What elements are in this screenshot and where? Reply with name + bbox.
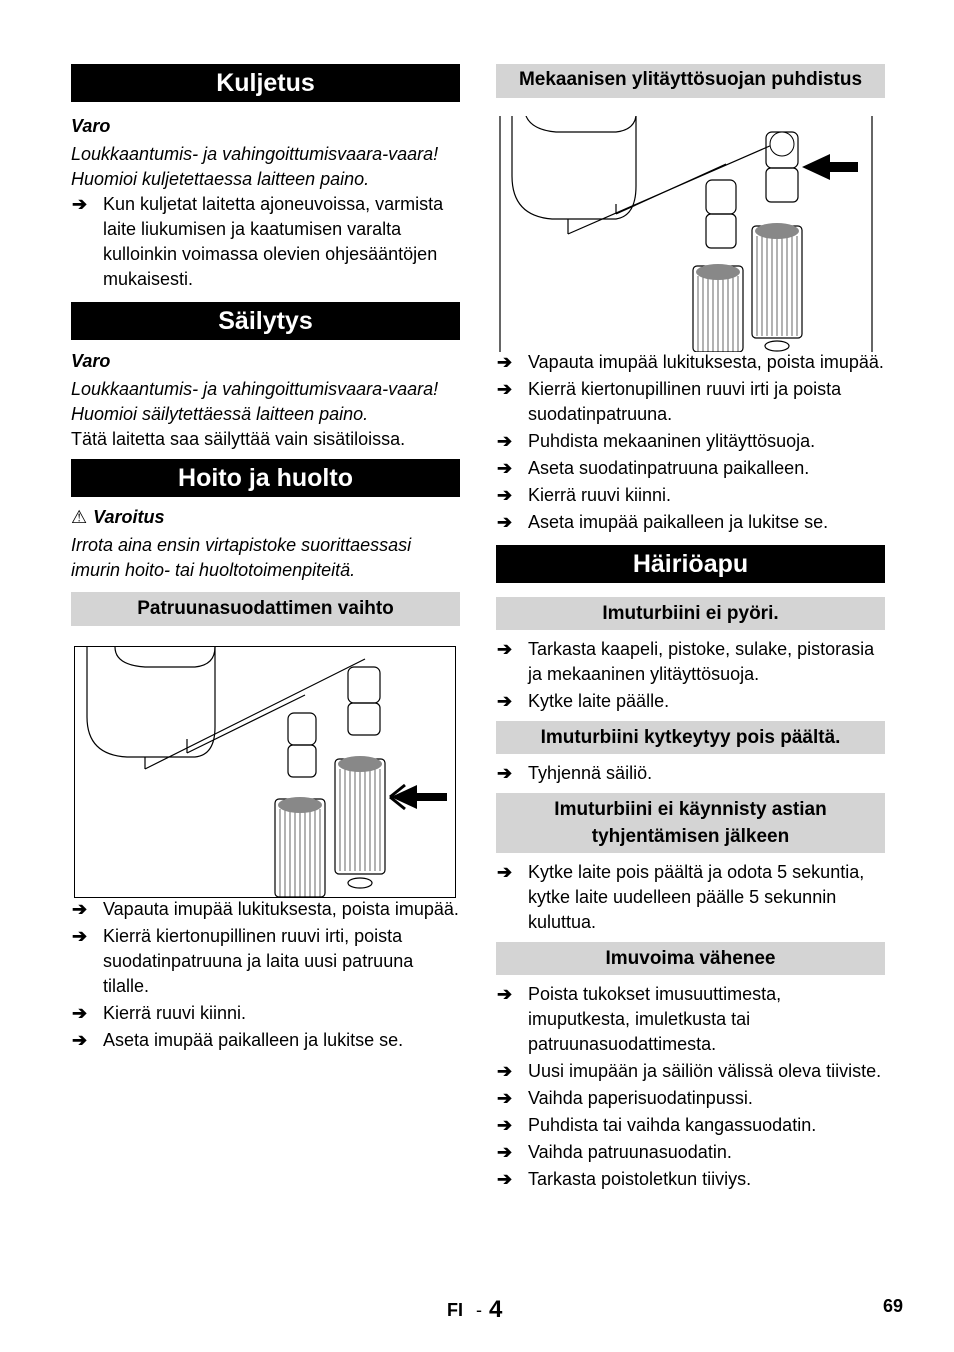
- language-code: FI: [447, 1300, 463, 1320]
- arrow-right-icon: ➔: [497, 512, 513, 532]
- list-item: ➔ Tarkasta poistoletkun tiiviys.: [496, 1167, 885, 1192]
- arrow-right-icon: ➔: [497, 431, 513, 451]
- caution-text: Loukkaantumis- ja vahingoittumisvaara-vaara! Huomioi kuljetettaessa laitteen paino.: [71, 144, 439, 189]
- arrow-right-icon: ➔: [72, 1003, 88, 1023]
- arrow-right-icon: ➔: [497, 485, 513, 505]
- caution-label: Varo: [71, 116, 111, 136]
- list-item: ➔ Kierrä kiertonupillinen ruuvi irti, poista suodatinpatruuna ja laita uusi patruuna tilalle.: [72, 926, 414, 996]
- steps-patruuna: [71, 897, 460, 1053]
- list-item: ➔ Kierrä kiertonupillinen ruuvi irti ja poista suodatinpatruuna.: [497, 379, 842, 424]
- list-item: ➔ Aseta suodatinpatruuna paikalleen.: [496, 456, 885, 481]
- arrow-right-icon: ➔: [497, 352, 513, 372]
- subheading-imuvoima: Imuvoima vähenee: [496, 942, 885, 975]
- overflow-protection-figure: [496, 116, 885, 352]
- arrow-right-icon: ➔: [72, 926, 88, 946]
- list-item: ➔ Vaihda paperisuodatinpussi.: [496, 1086, 885, 1111]
- list-item: ➔ Kytke laite päälle.: [496, 689, 885, 714]
- list-item: ➔ Kierrä ruuvi kiinni.: [496, 483, 885, 508]
- list-item: ➔ Poista tukokset imusuuttimesta, imuputkesta, imuletkusta tai patruunasuodattimesta.: [497, 984, 782, 1054]
- footer-dash: -: [476, 1300, 483, 1320]
- list-item: ➔ Uusi imupään ja säiliön välissä oleva tiiviste.: [496, 1059, 885, 1084]
- subheading-patruuna: Patruunasuodattimen vaihto: [71, 592, 460, 626]
- overflow-illustration: [496, 116, 885, 352]
- right-column: [496, 64, 885, 1192]
- arrow-right-icon: ➔: [497, 1061, 513, 1081]
- cartridge-replacement-figure: [74, 646, 456, 898]
- arrow-right-icon: ➔: [497, 1088, 513, 1108]
- footer-lang: [447, 1296, 502, 1324]
- subheading-turbiini-ei-kaynnisty: Imuturbiini ei käynnisty astian tyhjentämisen jälkeen: [496, 793, 885, 853]
- list-item: ➔ Kytke laite pois päältä ja odota 5 sekuntia, kytke laite uudelleen päälle 5 sekunnin kuluttua.: [497, 862, 865, 932]
- heading-sailytys: Säilytys: [71, 302, 460, 340]
- list-item: ➔ Puhdista mekaaninen ylitäyttösuoja.: [496, 429, 885, 454]
- warning-text: Irrota aina ensin virtapistoke suorittaessasi imurin hoito- tai huoltotoimenpiteitä.: [71, 535, 412, 580]
- heading-kuljetus: Kuljetus: [71, 64, 460, 102]
- list-item: ➔ Aseta imupää paikalleen ja lukitse se.: [71, 1028, 460, 1053]
- warning-label: ⚠ Varoitus: [71, 507, 165, 527]
- arrow-right-icon: ➔: [72, 899, 88, 919]
- list-item: ➔ Tarkasta kaapeli, pistoke, sulake, pistorasia ja mekaaninen ylitäyttösuoja.: [497, 639, 875, 684]
- arrow-right-icon: ➔: [497, 984, 513, 1004]
- section-number: 4: [489, 1296, 503, 1323]
- heading-hoito: Hoito ja huolto: [71, 459, 460, 497]
- steps-section-2: [496, 860, 885, 935]
- steps-section-1: [496, 761, 885, 786]
- list-item: ➔ Vapauta imupää lukituksesta, poista imupää.: [71, 897, 460, 922]
- arrow-right-icon: ➔: [497, 763, 513, 783]
- list-item: ➔ Kun kuljetat laitetta ajoneuvoissa, varmista laite liukumisen ja kaatumisen varalta kulloinkin voimassa olevien ohjesääntöjen mukaisesti.: [72, 194, 444, 289]
- arrow-right-icon: ➔: [497, 458, 513, 478]
- left-column: [71, 64, 460, 1053]
- arrow-right-icon: ➔: [497, 1142, 513, 1162]
- arrow-right-icon: ➔: [72, 194, 88, 214]
- storage-text: Tätä laitetta saa säilyttää vain sisätiloissa.: [71, 429, 406, 449]
- arrow-right-icon: ➔: [72, 1030, 88, 1050]
- steps-section-0: [496, 637, 885, 714]
- list-item: ➔ Kierrä ruuvi kiinni.: [71, 1001, 460, 1026]
- steps-section-3: [496, 982, 885, 1192]
- arrow-right-icon: ➔: [497, 379, 513, 399]
- list-item: ➔ Tyhjennä säiliö.: [496, 761, 885, 786]
- list-item: ➔ Aseta imupää paikalleen ja lukitse se.: [496, 510, 885, 535]
- warning-triangle-icon: ⚠: [71, 507, 88, 527]
- arrow-right-icon: ➔: [497, 639, 513, 659]
- list-item: ➔ Vaihda patruunasuodatin.: [496, 1140, 885, 1165]
- arrow-right-icon: ➔: [497, 1115, 513, 1135]
- list-item: ➔ Vapauta imupää lukituksesta, poista imupää.: [496, 350, 885, 375]
- subheading-mekaaninen: Mekaanisen ylitäyttösuojan puhdistus: [496, 64, 885, 98]
- arrow-right-icon: ➔: [497, 1169, 513, 1189]
- arrow-right-icon: ➔: [497, 862, 513, 882]
- subheading-turbiini-ei-pyori: Imuturbiini ei pyöri.: [496, 597, 885, 630]
- list-item: ➔ Puhdista tai vaihda kangassuodatin.: [496, 1113, 885, 1138]
- steps-mekaaninen: [496, 350, 885, 535]
- caution-label: Varo: [71, 351, 111, 371]
- heading-hairioapu: Häiriöapu: [496, 545, 885, 583]
- subheading-turbiini-pois: Imuturbiini kytkeytyy pois päältä.: [496, 721, 885, 754]
- page-number: 69: [883, 1296, 904, 1316]
- steps-kuljetus: [71, 192, 460, 292]
- cartridge-illustration: [75, 647, 455, 897]
- arrow-right-icon: ➔: [497, 691, 513, 711]
- caution-text: Loukkaantumis- ja vahingoittumisvaara-vaara! Huomioi säilytettäessä laitteen paino.: [71, 379, 439, 424]
